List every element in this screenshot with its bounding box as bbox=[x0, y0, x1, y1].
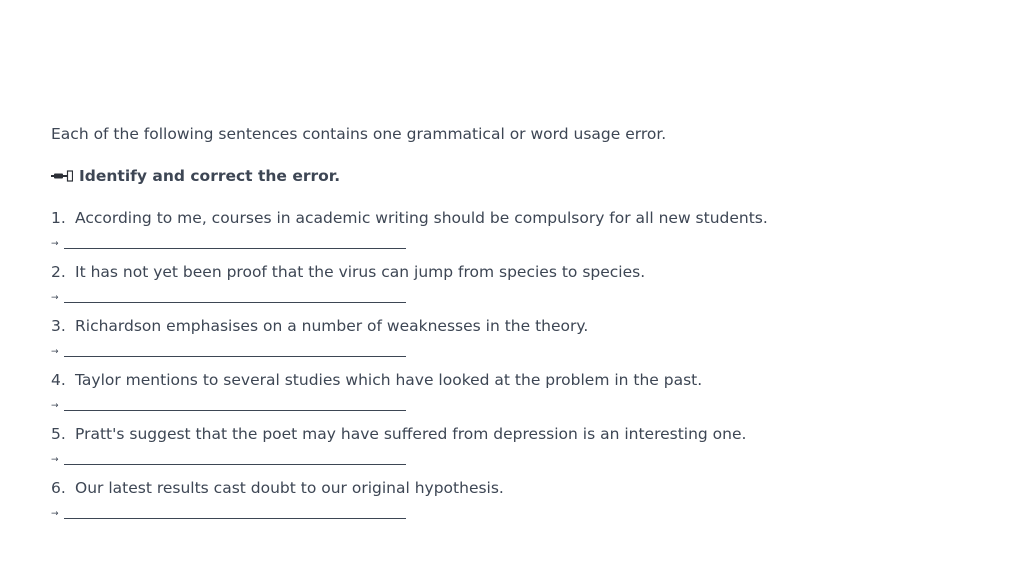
item-number: 3. bbox=[51, 317, 66, 335]
list-item bbox=[51, 208, 951, 262]
item-sentence: Pratt's suggest that the poet may have suffered from depression is an interesting one. bbox=[75, 425, 747, 443]
answer-line[interactable] bbox=[51, 235, 406, 249]
answer-line[interactable] bbox=[51, 289, 406, 303]
answer-blank[interactable] bbox=[64, 291, 406, 303]
item-number: 5. bbox=[51, 425, 66, 443]
sentence-list bbox=[51, 208, 951, 532]
item-number: 4. bbox=[51, 371, 66, 389]
answer-blank[interactable] bbox=[64, 507, 406, 519]
item-sentence: It has not yet been proof that the virus can jump from species to species. bbox=[75, 263, 646, 281]
answer-line[interactable] bbox=[51, 397, 406, 411]
arrow-icon: → bbox=[51, 455, 59, 465]
arrow-icon: → bbox=[51, 401, 59, 411]
item-sentence: Richardson emphasises on a number of weaknesses in the theory. bbox=[75, 317, 589, 335]
list-item bbox=[51, 316, 951, 370]
item-sentence: Our latest results cast doubt to our original hypothesis. bbox=[75, 479, 504, 497]
instruction-text: Identify and correct the error. bbox=[79, 167, 341, 185]
list-item bbox=[51, 424, 951, 478]
item-number: 1. bbox=[51, 209, 66, 227]
arrow-icon: → bbox=[51, 347, 59, 357]
item-number: 6. bbox=[51, 479, 66, 497]
answer-line[interactable] bbox=[51, 505, 406, 519]
answer-line[interactable] bbox=[51, 343, 406, 357]
pen-icon bbox=[51, 170, 73, 182]
answer-line[interactable] bbox=[51, 451, 406, 465]
list-item bbox=[51, 262, 951, 316]
answer-blank[interactable] bbox=[64, 399, 406, 411]
list-item bbox=[51, 478, 951, 532]
list-item bbox=[51, 370, 951, 424]
item-sentence: According to me, courses in academic writing should be compulsory for all new students. bbox=[75, 209, 768, 227]
item-number: 2. bbox=[51, 263, 66, 281]
intro-text: Each of the following sentences contains one grammatical or word usage error. bbox=[51, 125, 667, 143]
arrow-icon: → bbox=[51, 509, 59, 519]
arrow-icon: → bbox=[51, 239, 59, 249]
instruction-heading bbox=[51, 166, 340, 186]
item-sentence: Taylor mentions to several studies which have looked at the problem in the past. bbox=[75, 371, 703, 389]
answer-blank[interactable] bbox=[64, 345, 406, 357]
answer-blank[interactable] bbox=[64, 453, 406, 465]
arrow-icon: → bbox=[51, 293, 59, 303]
answer-blank[interactable] bbox=[64, 237, 406, 249]
